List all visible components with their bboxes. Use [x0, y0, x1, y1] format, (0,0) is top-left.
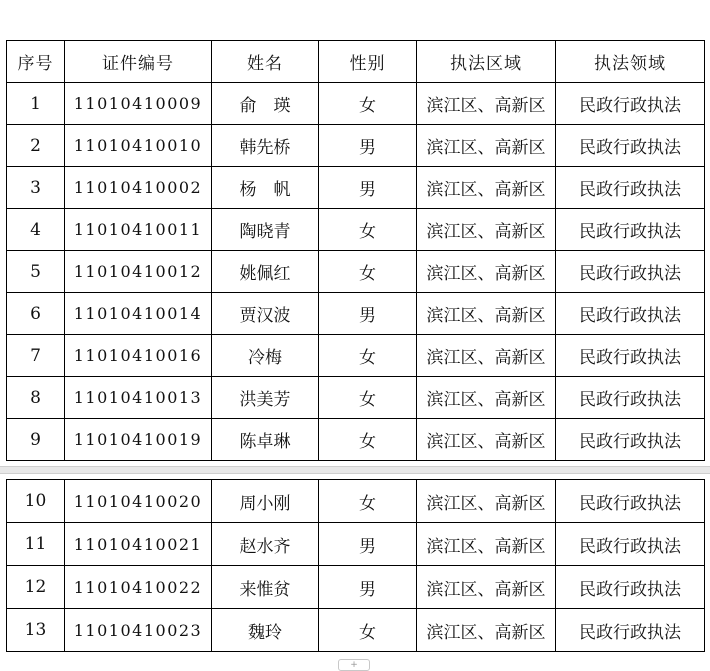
cell-field: 民政行政执法 [556, 83, 705, 125]
cell-name: 魏玲 [212, 609, 319, 652]
table-row [7, 480, 705, 523]
cell-field: 民政行政执法 [556, 251, 705, 293]
header-area: 执法区域 [417, 41, 556, 83]
cell-cert-number: 11010410013 [65, 377, 212, 419]
cell-area: 滨江区、高新区 [417, 251, 556, 293]
cell-index: 5 [7, 251, 65, 293]
cell-name: 来惟贫 [212, 566, 319, 609]
cell-sex: 女 [319, 335, 417, 377]
table-row [7, 523, 705, 566]
cell-index: 1 [7, 83, 65, 125]
cell-sex: 女 [319, 480, 417, 523]
table-row [7, 419, 705, 461]
cell-field: 民政行政执法 [556, 419, 705, 461]
cell-name: 贾汉波 [212, 293, 319, 335]
cell-cert-number: 11010410020 [65, 480, 212, 523]
cell-area: 滨江区、高新区 [417, 83, 556, 125]
cell-sex: 男 [319, 125, 417, 167]
cell-index: 11 [7, 523, 65, 566]
cell-area: 滨江区、高新区 [417, 419, 556, 461]
cell-cert-number: 11010410023 [65, 609, 212, 652]
header-name: 姓名 [212, 41, 319, 83]
cell-cert-number: 11010410022 [65, 566, 212, 609]
cell-name: 韩先桥 [212, 125, 319, 167]
header-cert-number: 证件编号 [65, 41, 212, 83]
table-row [7, 209, 705, 251]
cell-index: 10 [7, 480, 65, 523]
cell-index: 3 [7, 167, 65, 209]
cell-area: 滨江区、高新区 [417, 377, 556, 419]
cell-index: 9 [7, 419, 65, 461]
cell-field: 民政行政执法 [556, 293, 705, 335]
table-row [7, 83, 705, 125]
cell-area: 滨江区、高新区 [417, 293, 556, 335]
cell-index: 8 [7, 377, 65, 419]
plus-icon[interactable]: + [338, 659, 370, 671]
cell-name: 赵水齐 [212, 523, 319, 566]
table-row [7, 125, 705, 167]
table-row [7, 335, 705, 377]
cell-cert-number: 11010410019 [65, 419, 212, 461]
cell-sex: 女 [319, 609, 417, 652]
document-page-2 [0, 474, 710, 668]
table-row [7, 167, 705, 209]
cell-cert-number: 11010410009 [65, 83, 212, 125]
cell-sex: 男 [319, 523, 417, 566]
cell-area: 滨江区、高新区 [417, 480, 556, 523]
cell-name: 陈卓琳 [212, 419, 319, 461]
cell-field: 民政行政执法 [556, 125, 705, 167]
cell-index: 13 [7, 609, 65, 652]
cell-index: 12 [7, 566, 65, 609]
cell-cert-number: 11010410014 [65, 293, 212, 335]
cell-sex: 男 [319, 293, 417, 335]
cell-field: 民政行政执法 [556, 209, 705, 251]
cell-name: 杨 帆 [212, 167, 319, 209]
page-break-gap [0, 466, 710, 474]
cell-field: 民政行政执法 [556, 609, 705, 652]
cell-cert-number: 11010410016 [65, 335, 212, 377]
cell-area: 滨江区、高新区 [417, 609, 556, 652]
cell-name: 洪美芳 [212, 377, 319, 419]
cell-sex: 女 [319, 209, 417, 251]
cell-name: 冷梅 [212, 335, 319, 377]
cell-field: 民政行政执法 [556, 480, 705, 523]
cell-sex: 男 [319, 566, 417, 609]
cell-area: 滨江区、高新区 [417, 167, 556, 209]
table-row [7, 609, 705, 652]
cell-area: 滨江区、高新区 [417, 523, 556, 566]
cell-field: 民政行政执法 [556, 167, 705, 209]
table-row [7, 566, 705, 609]
cell-sex: 女 [319, 377, 417, 419]
table-row [7, 251, 705, 293]
cell-area: 滨江区、高新区 [417, 125, 556, 167]
cell-field: 民政行政执法 [556, 377, 705, 419]
cell-area: 滨江区、高新区 [417, 566, 556, 609]
cell-area: 滨江区、高新区 [417, 209, 556, 251]
table-header-row [7, 41, 705, 83]
cell-field: 民政行政执法 [556, 566, 705, 609]
cell-cert-number: 11010410011 [65, 209, 212, 251]
cell-name: 姚佩红 [212, 251, 319, 293]
cell-field: 民政行政执法 [556, 335, 705, 377]
table-row [7, 293, 705, 335]
header-field: 执法领域 [556, 41, 705, 83]
header-index: 序号 [7, 41, 65, 83]
table-row [7, 377, 705, 419]
cell-cert-number: 11010410002 [65, 167, 212, 209]
cell-index: 2 [7, 125, 65, 167]
cell-field: 民政行政执法 [556, 523, 705, 566]
cell-name: 周小刚 [212, 480, 319, 523]
cell-index: 7 [7, 335, 65, 377]
personnel-table-page-2 [6, 479, 705, 652]
cell-index: 6 [7, 293, 65, 335]
cell-area: 滨江区、高新区 [417, 335, 556, 377]
cell-cert-number: 11010410012 [65, 251, 212, 293]
cell-sex: 男 [319, 167, 417, 209]
cell-index: 4 [7, 209, 65, 251]
header-sex: 性别 [319, 41, 417, 83]
cell-sex: 女 [319, 419, 417, 461]
personnel-table-page-1 [6, 40, 705, 461]
cell-name: 陶晓青 [212, 209, 319, 251]
cell-sex: 女 [319, 83, 417, 125]
cell-name: 俞 瑛 [212, 83, 319, 125]
cell-cert-number: 11010410021 [65, 523, 212, 566]
cell-sex: 女 [319, 251, 417, 293]
cell-cert-number: 11010410010 [65, 125, 212, 167]
